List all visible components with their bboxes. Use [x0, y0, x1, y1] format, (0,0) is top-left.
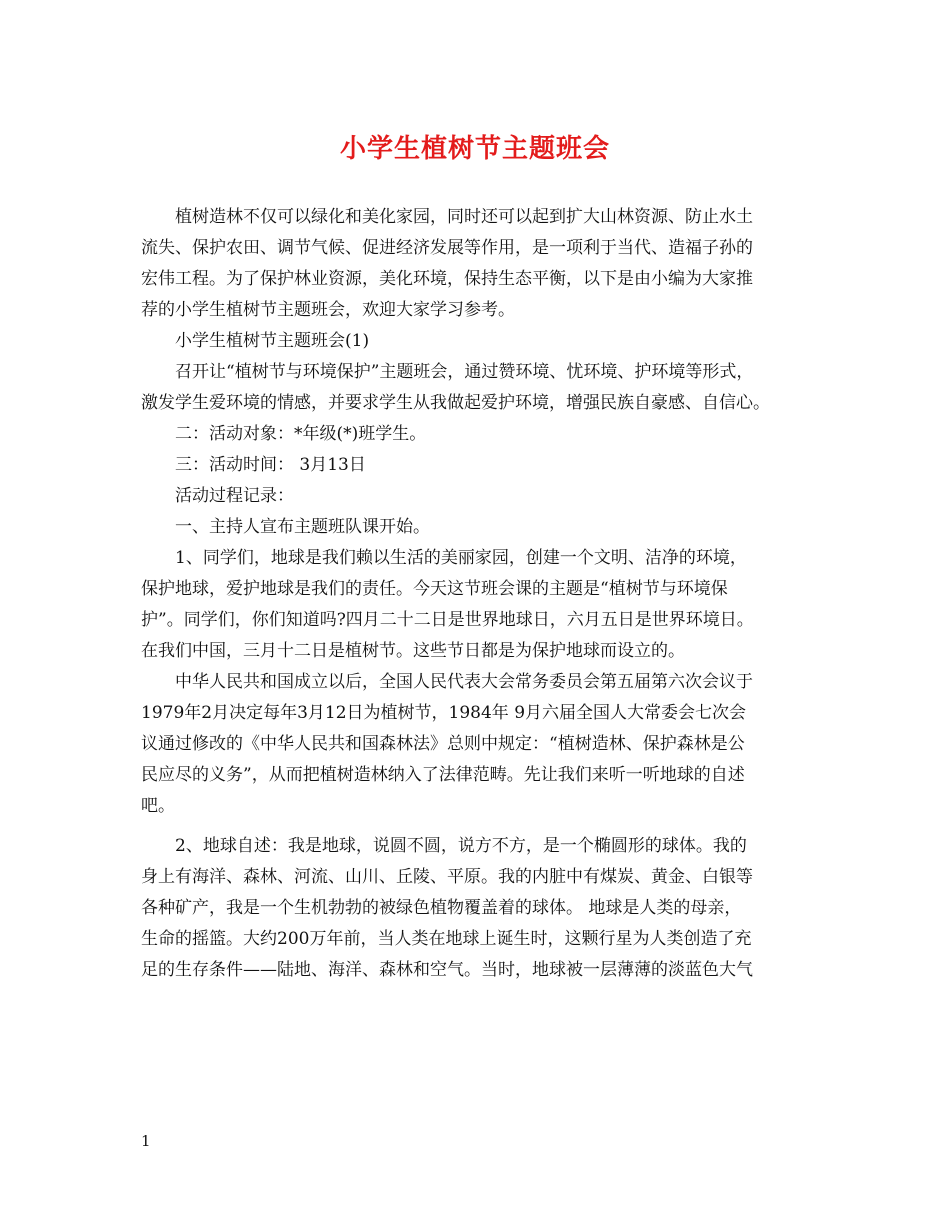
- text-line: 2、地球自述：我是地球，说圆不圆，说方不方，是一个椭圆形的球体。我的: [175, 836, 747, 856]
- text-line: 植树造林不仅可以绿化和美化家园，同时还可以起到扩大山林资源、防止水土: [175, 207, 753, 227]
- paragraph-spacer: [141, 822, 821, 831]
- text-line: 保护地球，爱护地球是我们的责任。今天这节班会课的主题是“植树节与环境保: [141, 579, 728, 599]
- page-title: 小学生植树节主题班会: [339, 134, 610, 164]
- section-heading: 小学生植树节主题班会(1): [175, 331, 370, 351]
- text-line: 三：活动时间： 3月13日: [175, 455, 366, 475]
- text-line: 护”。同学们，你们知道吗?四月二十二日是世界地球日，六月五日是世界环境日。: [141, 610, 754, 630]
- text-line: 一、主持人宣布主题班队课开始。: [175, 517, 430, 537]
- text-line: 民应尽的义务”，从而把植树造林纳入了法律范畴。先让我们来听一听地球的自述: [141, 765, 745, 785]
- text-line: 荐的小学生植树节主题班会，欢迎大家学习参考。: [141, 300, 515, 320]
- text-line: 宏伟工程。为了保护林业资源，美化环境，保持生态平衡，以下是由小编为大家推: [141, 269, 753, 289]
- text-line: 各种矿产，我是一个生机勃勃的被绿色植物覆盖着的球体。 地球是人类的母亲，: [141, 898, 742, 918]
- text-line: 活动过程记录：: [175, 486, 294, 506]
- text-line: 吧。: [141, 796, 175, 816]
- text-line: 召开让“植树节与环境保护”主题班会，通过赞环境、忧环境、护环境等形式，: [175, 362, 754, 382]
- text-line: 生命的摇篮。大约200万年前，当人类在地球上诞生时，这颗行星为人类创造了充: [141, 929, 752, 949]
- text-line: 在我们中国，三月十二日是植树节。这些节日都是为保护地球而设立的。: [141, 641, 685, 661]
- text-line: 1979年2月决定每年3月12日为植树节，1984年 9月六届全国人大常委会七次会: [141, 703, 747, 723]
- text-line: 二：活动对象：*年级(*)班学生。: [175, 424, 427, 444]
- text-line: 身上有海洋、森林、河流、山川、丘陵、平原。我的内脏中有煤炭、黄金、白银等: [141, 867, 753, 887]
- page-number: 1: [141, 1132, 151, 1150]
- text-line: 1、同学们，地球是我们赖以生活的美丽家园，创建一个文明、洁净的环境，: [175, 548, 747, 568]
- document-body: [141, 202, 821, 986]
- text-line: 足的生存条件——陆地、海洋、森林和空气。当时，地球被一层薄薄的淡蓝色大气: [141, 960, 753, 980]
- text-line: 流失、保护农田、调节气候、促进经济发展等作用，是一项利于当代、造福子孙的: [141, 238, 753, 258]
- text-line: 中华人民共和国成立以后，全国人民代表大会常务委员会第五届第六次会议于: [175, 672, 753, 692]
- text-line: 议通过修改的《中华人民共和国森林法》总则中规定：“植树造林、保护森林是公: [141, 734, 745, 754]
- text-line: 激发学生爱环境的情感，并要求学生从我做起爱护环境，增强民族自豪感、自信心。: [141, 393, 770, 413]
